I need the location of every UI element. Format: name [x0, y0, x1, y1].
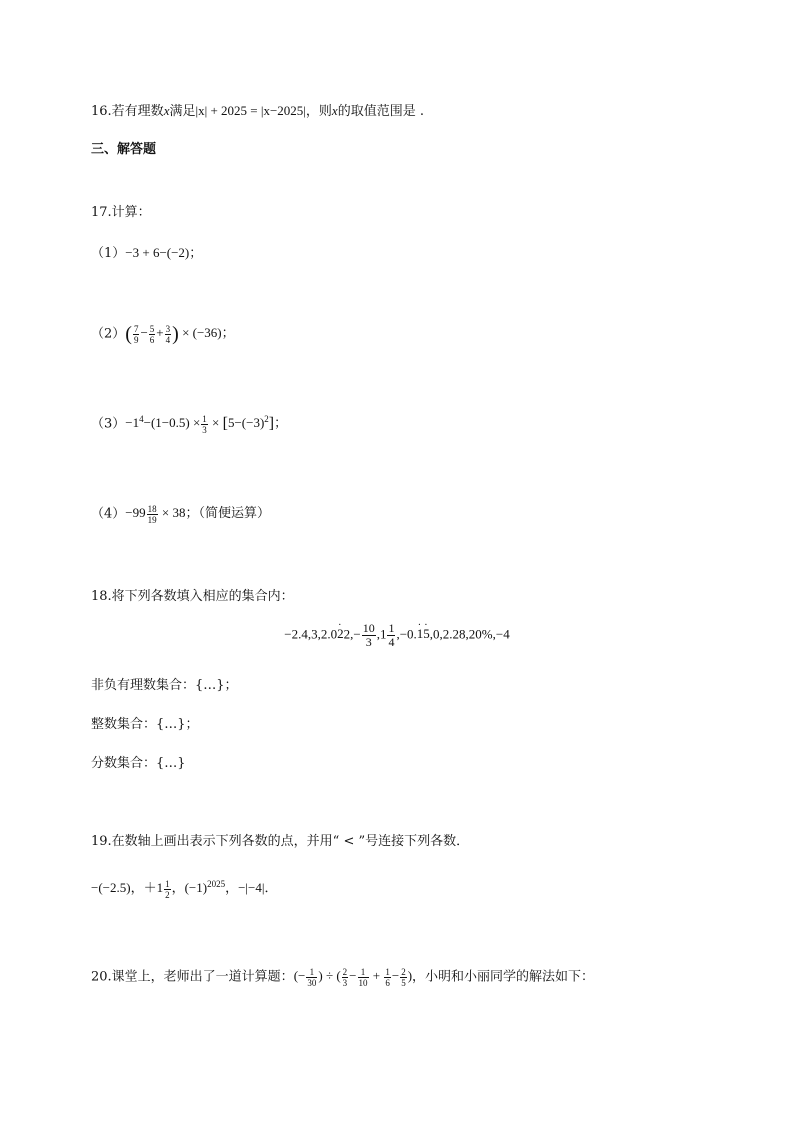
- q18-number-list: −2.4,3,2.0· 22,− $\frac{10}{3}$ ,1 $\frac{1}{4}$ ,−0.· 1· 5,0,2.28,20%,−4: [0, 622, 794, 649]
- q17-part-2: [91, 324, 235, 345]
- q16-equation: |x| + 2025 = |x−2025|: [195, 103, 306, 118]
- fraction: $\frac{5}{6}$: [149, 324, 155, 345]
- part-label: （4）: [91, 506, 126, 522]
- fraction: $\frac{2}{5}$: [401, 967, 406, 988]
- expression: ( $\frac{7}{9}$ − $\frac{5}{6}$ + $\frac{3}{4}$ ) × (−36)；: [125, 323, 235, 346]
- set-integers: 整数集合：{…}；: [91, 717, 199, 732]
- question-16: [91, 102, 424, 121]
- q17-part-1: [91, 244, 202, 263]
- repeating-digit: · 1: [417, 626, 424, 641]
- q17-part-4: [91, 504, 270, 525]
- fraction: $\frac{2}{3}$: [342, 967, 348, 988]
- part-label: （3）: [91, 416, 126, 432]
- q16-lead: 16.若有理数: [91, 104, 164, 119]
- part-label: （1）: [91, 246, 126, 261]
- fraction: $\frac{1}{6}$: [385, 967, 390, 988]
- q20-tail: ，小明和小丽同学的解法如下：: [412, 969, 595, 985]
- q16-tail: ，则: [305, 104, 332, 119]
- question-19-title: 19.在数轴上画出表示下列各数的点，并用“ < ”号连接下列各数．: [91, 834, 470, 849]
- expression: $-1^4-(1-0.5)$ × $\frac{1}{3}$ × $[5-(-3)^2]$；: [125, 414, 288, 435]
- question-18-title: 18.将下列各数填入相应的集合内：: [91, 589, 294, 604]
- q16-var-2: x: [331, 103, 338, 118]
- fraction: $\frac{18}{19}$: [147, 504, 157, 525]
- fraction: $\frac{7}{9}$: [133, 324, 139, 345]
- expression: −3 + 6−(−2)；: [125, 245, 203, 260]
- question-17-title: 17.计算：: [91, 205, 151, 220]
- q20-lead: 20.课堂上，老师出了一道计算题：: [91, 969, 294, 985]
- q19-numbers: [91, 879, 277, 900]
- repeating-digit: · 5: [423, 626, 430, 641]
- repeating-digit: · 2: [337, 626, 344, 641]
- part-label: （2）: [91, 326, 126, 342]
- expression: −(−2.5)，＋1 $\frac{1}{2}$ ，$(-1)^{2025}$，−|−4|．: [91, 879, 278, 900]
- fraction: $\frac{1}{30}$: [307, 967, 317, 988]
- expression: (− $\frac{1}{30}$ ) ÷ ( $\frac{2}{3}$ − $\frac{1}{10}$ + $\frac{1}{6}$ − $\frac{2}{5}$ ): [293, 967, 413, 988]
- section-title: 三、解答题: [91, 142, 157, 157]
- fraction: $\frac{1}{10}$: [358, 967, 368, 988]
- fraction: $\frac{10}{3}$: [362, 621, 375, 649]
- set-fractions: 分数集合：{…}: [91, 756, 186, 771]
- expression: −99 $\frac{18}{19}$ × 38；（简便运算）: [125, 504, 270, 525]
- fraction: $\frac{1}{2}$: [165, 879, 170, 900]
- fraction: $\frac{1}{4}$: [388, 621, 395, 649]
- fraction: $\frac{3}{4}$: [165, 324, 171, 345]
- q16-var: x: [163, 103, 170, 118]
- fraction: $\frac{1}{3}$: [202, 414, 207, 435]
- q16-tail2: 的取值范围是 .: [337, 104, 424, 119]
- q16-mid: 满足: [169, 104, 196, 119]
- q17-part-3: [91, 414, 287, 435]
- set-nonnegative-rational: 非负有理数集合：{…}；: [91, 678, 238, 693]
- question-20: [91, 967, 594, 988]
